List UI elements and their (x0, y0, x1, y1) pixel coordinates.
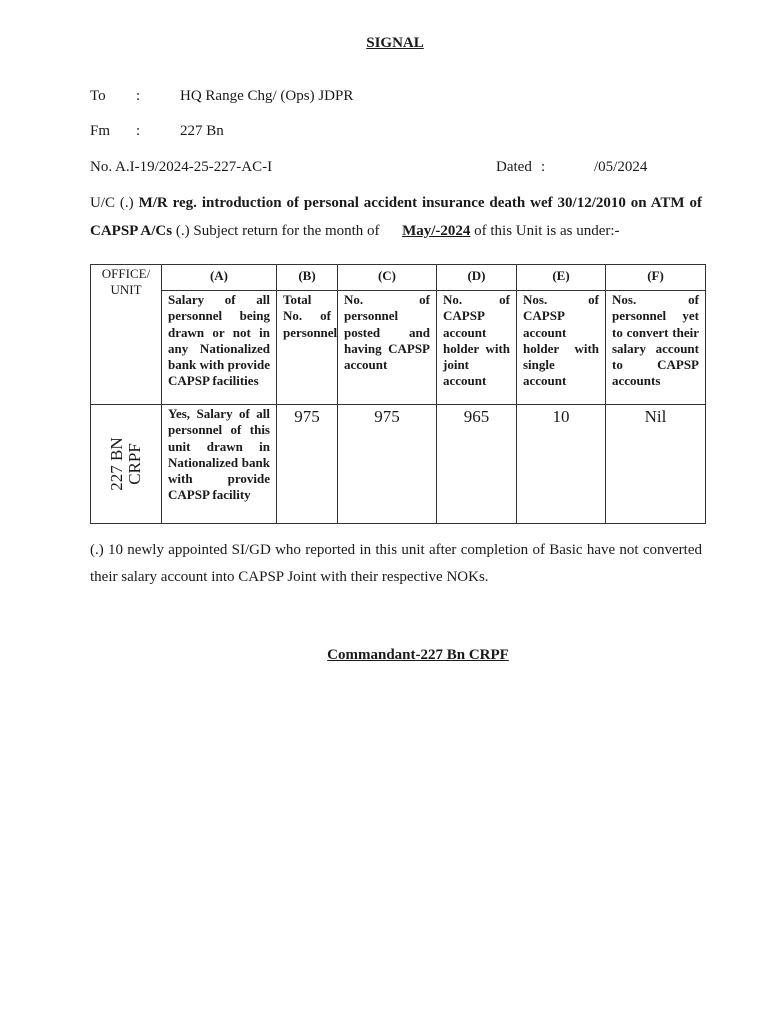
subject-middle: (.) Subject return for the month of (175, 223, 380, 239)
column-d-description: No. of CAPSP account holder with joint account (437, 291, 517, 405)
reference-number: No. A.I-19/2024-25-227-AC-I (90, 159, 273, 175)
column-c-value: 975 (338, 405, 437, 524)
table-header-row (91, 265, 706, 291)
fm-colon: : (136, 123, 141, 139)
document-title: SIGNAL (366, 35, 424, 51)
to-value: HQ Range Chg/ (Ops) JDPR (180, 88, 354, 104)
office-unit-header: OFFICE/ UNIT (91, 265, 162, 405)
subject-bold: M/R reg. introduction of personal accident insurance death wef 30/12/2010 on ATM of CAPSP A/Cs (90, 195, 702, 239)
column-e-value: 10 (517, 405, 606, 524)
column-c-description: No. of personnel posted and having CAPSP account (338, 291, 437, 405)
to-label: To (90, 88, 106, 104)
column-e-description: Nos. of CAPSP account holder with single account (517, 291, 606, 405)
column-b-description: Total No. of personnel (277, 291, 338, 405)
table-row (91, 405, 706, 524)
table-description-row (91, 291, 706, 405)
dated-label: Dated (496, 159, 532, 175)
subject-suffix: of this Unit is as under:- (474, 223, 620, 239)
column-f-value: Nil (606, 405, 706, 524)
column-e-header: (E) (517, 265, 606, 291)
unit-cell (91, 405, 162, 524)
fm-value: 227 Bn (180, 123, 224, 139)
column-a-header: (A) (162, 265, 277, 291)
column-a-value: Yes, Salary of all personnel of this unit drawn in Nationalized bank with provide CAPSP facility (162, 405, 277, 524)
column-d-header: (D) (437, 265, 517, 291)
column-f-description: Nos. of personnel yet to convert their salary account to CAPSP accounts (606, 291, 706, 405)
column-f-header: (F) (606, 265, 706, 291)
subject-prefix: U/C (.) (90, 195, 134, 211)
note-paragraph: (.) 10 newly appointed SI/GD who reported in this unit after completion of Basic have not converted their salary account into CAPSP Joint with their respective NOKs. (90, 542, 702, 585)
column-b-header: (B) (277, 265, 338, 291)
dated-colon: : (541, 159, 546, 175)
column-c-header: (C) (338, 265, 437, 291)
signature: Commandant-227 Bn CRPF (327, 647, 509, 663)
column-a-description: Salary of all personnel being drawn or not in any Nationalized bank with provide CAPSP facilities (162, 291, 277, 405)
subject-month: May/-2024 (402, 223, 471, 239)
dated-value: /05/2024 (594, 159, 648, 175)
subject-paragraph (90, 189, 702, 245)
column-d-value: 965 (437, 405, 517, 524)
unit-name: 227 BN CRPF (107, 437, 144, 491)
fm-label: Fm (90, 123, 111, 139)
to-colon: : (136, 88, 141, 104)
return-table (90, 264, 706, 524)
column-b-value: 975 (277, 405, 338, 524)
